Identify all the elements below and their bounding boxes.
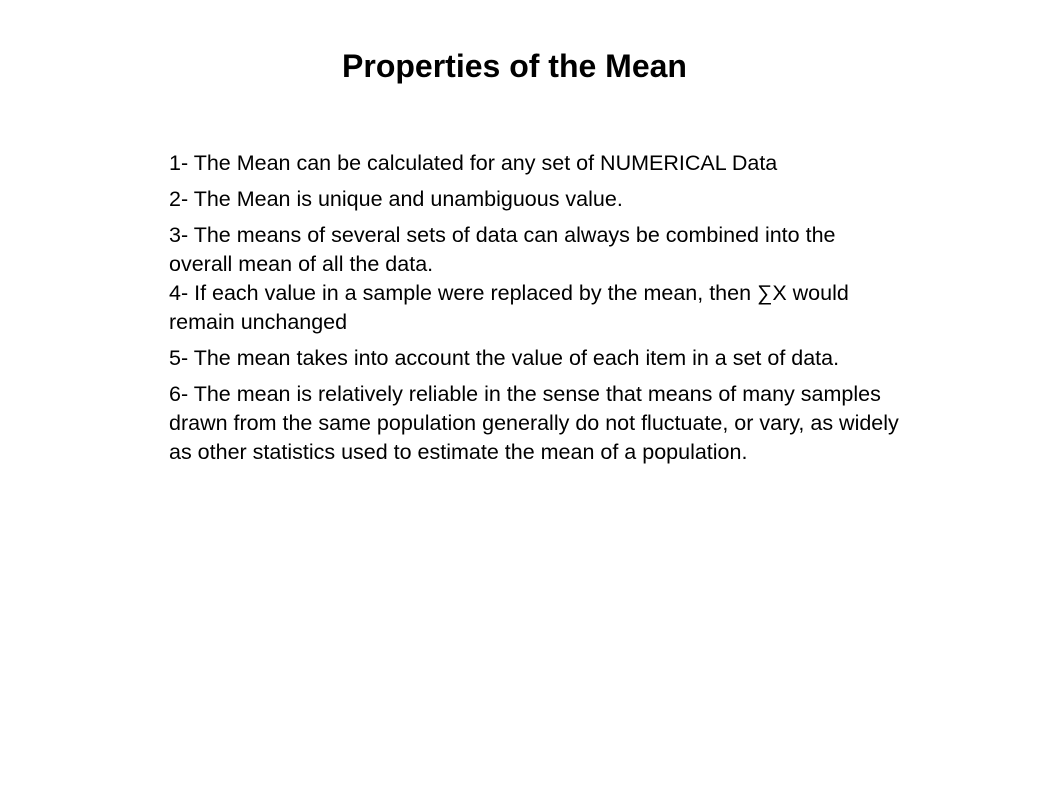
property-1: 1- The Mean can be calculated for any set of NUMERICAL Data bbox=[169, 151, 778, 175]
slide-title: Properties of the Mean bbox=[342, 48, 687, 84]
properties-list bbox=[169, 149, 899, 474]
property-4: 4- If each value in a sample were replaced by the mean, then ∑X would remain unchanged bbox=[169, 281, 849, 334]
property-2: 2- The Mean is unique and unambiguous value. bbox=[169, 187, 623, 211]
property-5: 5- The mean takes into account the value of each item in a set of data. bbox=[169, 346, 840, 370]
property-6: 6- The mean is relatively reliable in the sense that means of many samples drawn from the same population generally do not fluctuate, or vary, as widely as other statistics used to estimate the mean of a population. bbox=[169, 382, 899, 464]
property-3: 3- The means of several sets of data can always be combined into the overall mean of all the data. bbox=[169, 223, 836, 276]
